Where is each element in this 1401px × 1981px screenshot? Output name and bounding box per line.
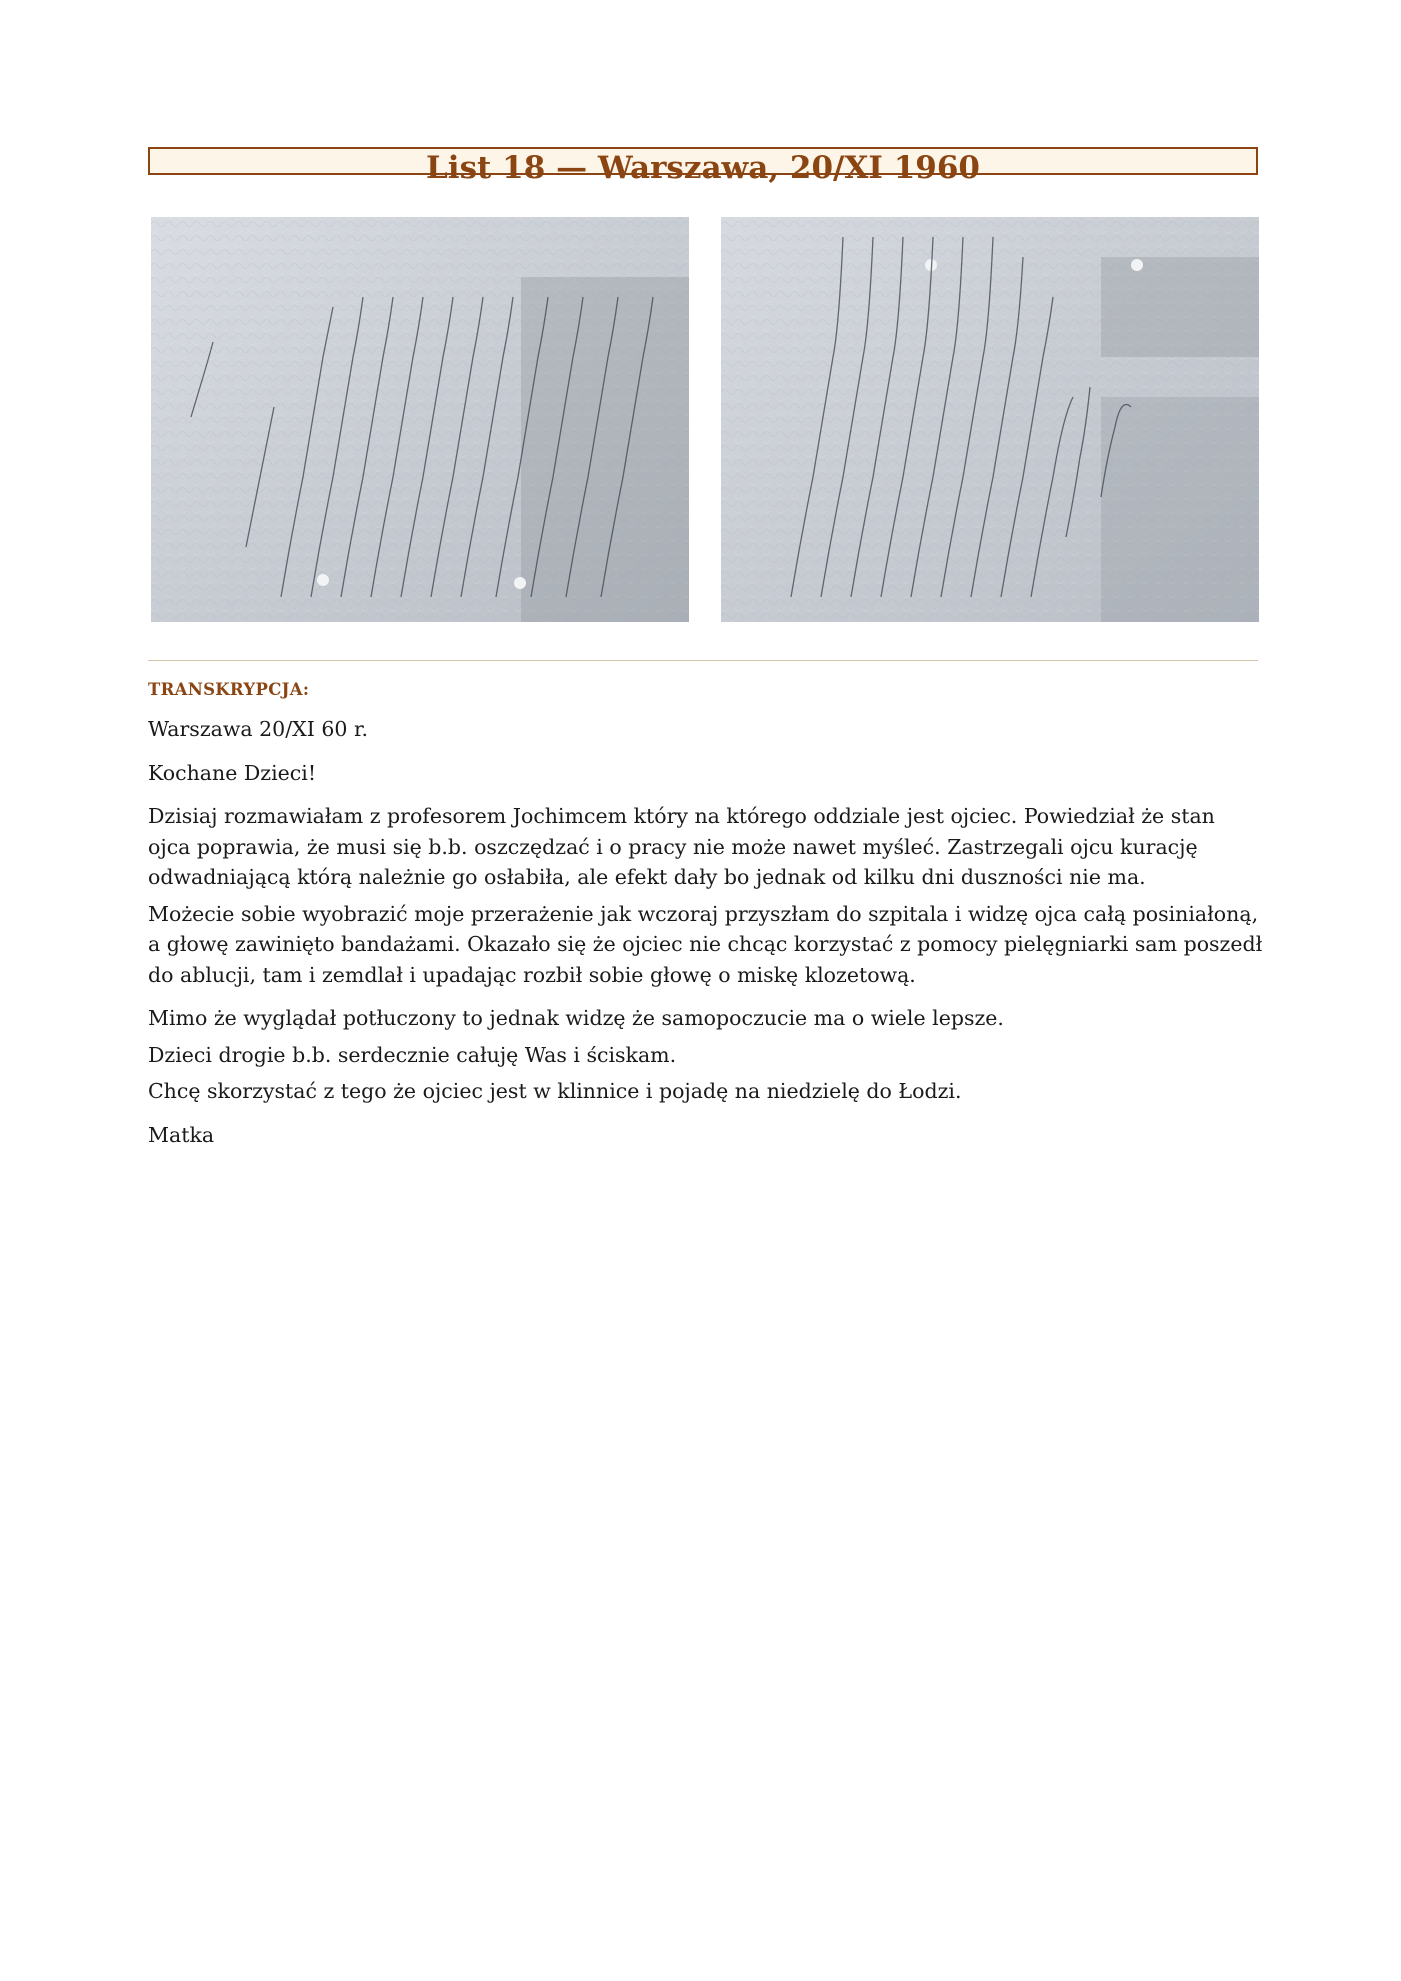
transcript-paragraph: Dzisiaj rozmawiałam z profesorem Jochimcem który na którego oddziale jest ojciec. Powiedział że stan ojca poprawia, że musi się b.b. oszczędzać i o pracy nie może nawet myśleć. Zastrzegali ojcu kurację odwadniającą którą należnie go osłabiła, ale efekt dały bo jednak od kilku dni duszności nie ma. [148, 804, 1215, 889]
transcription-body [148, 714, 1263, 1150]
letter-scan-page-1 [151, 217, 689, 622]
transcript-paragraph: Dzieci drogie b.b. serdecznie całuję Was i ściskam. [148, 1042, 677, 1067]
transcript-signature: Matka [148, 1122, 215, 1147]
transcript-greeting: Kochane Dzieci! [148, 760, 317, 785]
transcription-label: TRANSKRYPCJA: [148, 680, 310, 699]
section-divider [148, 660, 1258, 661]
transcript-paragraph: Chcę skorzystać z tego że ojciec jest w klinnice i pojadę na niedzielę do Łodzi. [148, 1079, 962, 1103]
transcript-paragraph: Możecie sobie wyobrazić moje przerażenie jak wczoraj przyszłam do szpitala i widzę ojca całą posiniałoną, a głowę zawinięto bandażami. Okazało się że ojciec nie chcąc korzystać z pomocy pielęgniarki sam poszedł do ablucji, tam i zemdlał i upadając rozbił sobie głowę o miskę klozetową. [148, 901, 1263, 987]
letter-scan-page-1-image [151, 217, 689, 622]
letter-title-box [148, 147, 1258, 186]
transcript-paragraph: Mimo że wyglądał potłuczony to jednak widzę że samopoczucie ma o wiele lepsze. [148, 1006, 1004, 1030]
letter-title: List 18 — Warszawa, 20/XI 1960 [426, 150, 980, 186]
transcript-date: Warszawa 20/XI 60 r. [148, 717, 369, 741]
letter-scan-page-2-image [721, 217, 1259, 622]
letter-scan-page-2 [721, 217, 1259, 622]
